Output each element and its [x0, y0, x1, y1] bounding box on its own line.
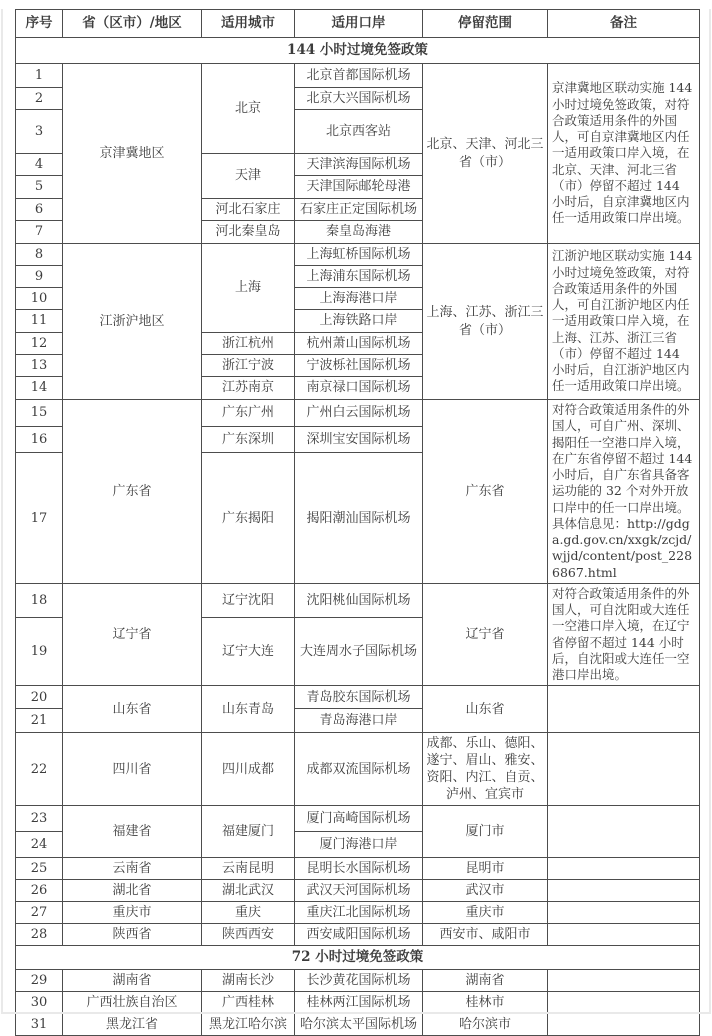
region-cell: 湖北省: [63, 880, 202, 902]
region-cell: 广西壮族自治区: [63, 992, 202, 1014]
row-no-cell: 14: [16, 377, 63, 400]
row-no-cell: 18: [16, 583, 63, 617]
col-header-scope: 停留范围: [423, 10, 548, 38]
city-cell: 湖北武汉: [202, 880, 295, 902]
region-cell: 云南省: [63, 858, 202, 880]
row-no-cell: 20: [16, 686, 63, 709]
row-no-cell: 5: [16, 176, 63, 199]
table-row: [16, 880, 700, 902]
city-cell: 天津: [202, 154, 295, 199]
port-cell: 大连周水子国际机场: [295, 617, 423, 685]
region-cell: 山东省: [63, 686, 202, 733]
port-cell: 青岛胶东国际机场: [295, 686, 423, 709]
row-no-cell: 16: [16, 426, 63, 453]
scope-cell: 昆明市: [423, 858, 548, 880]
table-row: [16, 858, 700, 880]
row-no-cell: 21: [16, 709, 63, 733]
col-header-no: 序号: [16, 10, 63, 38]
port-cell: 长沙黄花国际机场: [295, 970, 423, 992]
city-cell: 辽宁大连: [202, 617, 295, 685]
note-cell: [548, 902, 700, 924]
city-cell: 北京: [202, 64, 295, 154]
port-cell: 深圳宝安国际机场: [295, 426, 423, 453]
table-row: [16, 902, 700, 924]
port-cell: 厦门海港口岸: [295, 832, 423, 858]
scope-cell: 北京、天津、河北三省（市）: [423, 64, 548, 244]
region-cell: 黑龙江省: [63, 1014, 202, 1036]
note-cell: [548, 858, 700, 880]
port-cell: 西安咸阳国际机场: [295, 924, 423, 946]
scope-cell: 上海、江苏、浙江三省（市）: [423, 244, 548, 400]
section-title-144: [16, 38, 700, 64]
header-row: [16, 10, 700, 38]
city-cell: 福建厦门: [202, 806, 295, 858]
city-cell: 浙江宁波: [202, 355, 295, 377]
row-no-cell: 4: [16, 154, 63, 176]
row-no-cell: 22: [16, 733, 63, 806]
row-no-cell: 9: [16, 266, 63, 288]
region-cell: 江浙沪地区: [63, 244, 202, 400]
section-title-144-label: 144 小时过境免签政策: [16, 38, 700, 64]
row-no-cell: 15: [16, 400, 63, 427]
note-cell: [548, 733, 700, 806]
note-cell: [548, 992, 700, 1014]
port-cell: 秦皇岛海港: [295, 221, 423, 244]
scope-cell: 广东省: [423, 400, 548, 584]
scope-cell: 山东省: [423, 686, 548, 733]
scope-cell: 厦门市: [423, 806, 548, 858]
city-cell: 重庆: [202, 902, 295, 924]
row-no-cell: 25: [16, 858, 63, 880]
col-header-port: 适用口岸: [295, 10, 423, 38]
table-row: [16, 244, 700, 266]
scope-cell: 成都、乐山、德阳、遂宁、眉山、雅安、资阳、内江、自贡、泸州、宜宾市: [423, 733, 548, 806]
table-row: [16, 970, 700, 992]
note-cell: [548, 686, 700, 733]
table-row: [16, 733, 700, 806]
row-no-cell: 24: [16, 832, 63, 858]
port-cell: 石家庄正定国际机场: [295, 199, 423, 221]
city-cell: 四川成都: [202, 733, 295, 806]
row-no-cell: 1: [16, 64, 63, 88]
section-title-72-label: 72 小时过境免签政策: [16, 946, 700, 970]
port-cell: 沈阳桃仙国际机场: [295, 583, 423, 617]
scope-cell: 辽宁省: [423, 583, 548, 686]
port-cell: 成都双流国际机场: [295, 733, 423, 806]
row-no-cell: 3: [16, 110, 63, 154]
row-no-cell: 10: [16, 288, 63, 310]
row-no-cell: 19: [16, 617, 63, 685]
city-cell: 陕西西安: [202, 924, 295, 946]
region-cell: 陕西省: [63, 924, 202, 946]
port-cell: 南京禄口国际机场: [295, 377, 423, 400]
city-cell: 广西桂林: [202, 992, 295, 1014]
table-row: [16, 1014, 700, 1036]
port-cell: 上海海港口岸: [295, 288, 423, 310]
row-no-cell: 17: [16, 453, 63, 583]
row-no-cell: 7: [16, 221, 63, 244]
row-no-cell: 26: [16, 880, 63, 902]
note-cell: [548, 970, 700, 992]
port-cell: 厦门高崎国际机场: [295, 806, 423, 832]
note-cell: [548, 880, 700, 902]
note-cell: 江浙沪地区联动实施 144 小时过境免签政策，对符合政策适用条件的外国人，可自江浙沪地区内任一适用政策口岸入境，在上海、江苏、浙江三省（市）停留不超过 144 小时后，自江浙沪地区内任一适用政策口岸出境。: [548, 244, 700, 400]
port-cell: 上海虹桥国际机场: [295, 244, 423, 266]
port-cell: 上海浦东国际机场: [295, 266, 423, 288]
row-no-cell: 30: [16, 992, 63, 1014]
row-no-cell: 13: [16, 355, 63, 377]
col-header-region: 省（区市）/地区: [63, 10, 202, 38]
scope-cell: 武汉市: [423, 880, 548, 902]
row-no-cell: 8: [16, 244, 63, 266]
row-no-cell: 28: [16, 924, 63, 946]
city-cell: 广东深圳: [202, 426, 295, 453]
table-row: [16, 583, 700, 617]
city-cell: 浙江杭州: [202, 333, 295, 355]
city-cell: 云南昆明: [202, 858, 295, 880]
note-cell: [548, 924, 700, 946]
row-no-cell: 6: [16, 199, 63, 221]
port-cell: 北京大兴国际机场: [295, 88, 423, 110]
port-cell: 哈尔滨太平国际机场: [295, 1014, 423, 1036]
row-no-cell: 29: [16, 970, 63, 992]
region-cell: 福建省: [63, 806, 202, 858]
port-cell: 昆明长水国际机场: [295, 858, 423, 880]
city-cell: 江苏南京: [202, 377, 295, 400]
table-row: [16, 806, 700, 832]
city-cell: 上海: [202, 244, 295, 333]
note-cell: [548, 806, 700, 858]
port-cell: 上海铁路口岸: [295, 310, 423, 333]
row-no-cell: 12: [16, 333, 63, 355]
port-cell: 杭州萧山国际机场: [295, 333, 423, 355]
city-cell: 河北石家庄: [202, 199, 295, 221]
row-no-cell: 31: [16, 1014, 63, 1036]
port-cell: 广州白云国际机场: [295, 400, 423, 427]
port-cell: 青岛海港口岸: [295, 709, 423, 733]
col-header-city: 适用城市: [202, 10, 295, 38]
note-cell: [548, 1014, 700, 1036]
row-no-cell: 2: [16, 88, 63, 110]
note-cell: 京津冀地区联动实施 144 小时过境免签政策，对符合政策适用条件的外国人，可自京津冀地区内任一适用政策口岸入境，在北京、天津、河北三省（市）停留不超过 144 小时后，自京津冀地区内任一适用政策口岸出境。: [548, 64, 700, 244]
port-cell: 重庆江北国际机场: [295, 902, 423, 924]
row-no-cell: 23: [16, 806, 63, 832]
region-cell: 重庆市: [63, 902, 202, 924]
port-cell: 武汉天河国际机场: [295, 880, 423, 902]
port-cell: 天津滨海国际机场: [295, 154, 423, 176]
table-row: [16, 64, 700, 88]
port-cell: 北京首都国际机场: [295, 64, 423, 88]
scope-cell: 哈尔滨市: [423, 1014, 548, 1036]
note-cell: 对符合政策适用条件的外国人，可自广州、深圳、揭阳任一空港口岸入境，在广东省停留不超过 144 小时后，自广东省具备客运功能的 32 个对外开放口岸中的任一口岸出境。具体信息见：http://gdga.gd.gov.cn/xxgk/zcjd/wjjd/content/post_2286867.html: [548, 400, 700, 584]
scope-cell: 西安市、咸阳市: [423, 924, 548, 946]
transit-visa-table: [15, 9, 700, 1036]
port-cell: 北京西客站: [295, 110, 423, 154]
port-cell: 宁波栎社国际机场: [295, 355, 423, 377]
port-cell: 桂林两江国际机场: [295, 992, 423, 1014]
city-cell: 辽宁沈阳: [202, 583, 295, 617]
scope-cell: 湖南省: [423, 970, 548, 992]
row-no-cell: 11: [16, 310, 63, 333]
city-cell: 黑龙江哈尔滨: [202, 1014, 295, 1036]
row-no-cell: 27: [16, 902, 63, 924]
city-cell: 广东广州: [202, 400, 295, 427]
table-row: [16, 686, 700, 709]
port-cell: 天津国际邮轮母港: [295, 176, 423, 199]
city-cell: 山东青岛: [202, 686, 295, 733]
scope-cell: 重庆市: [423, 902, 548, 924]
table-row: [16, 992, 700, 1014]
region-cell: 辽宁省: [63, 583, 202, 686]
note-cell: 对符合政策适用条件的外国人，可自沈阳或大连任一空港口岸入境，在辽宁省停留不超过 144 小时后，自沈阳或大连任一空港口岸出境。: [548, 583, 700, 686]
region-cell: 京津冀地区: [63, 64, 202, 244]
scope-cell: 桂林市: [423, 992, 548, 1014]
region-cell: 湖南省: [63, 970, 202, 992]
table-row: [16, 400, 700, 427]
region-cell: 广东省: [63, 400, 202, 584]
city-cell: 湖南长沙: [202, 970, 295, 992]
port-cell: 揭阳潮汕国际机场: [295, 453, 423, 583]
table-row: [16, 924, 700, 946]
city-cell: 河北秦皇岛: [202, 221, 295, 244]
section-title-72: [16, 946, 700, 970]
region-cell: 四川省: [63, 733, 202, 806]
city-cell: 广东揭阳: [202, 453, 295, 583]
col-header-note: 备注: [548, 10, 700, 38]
